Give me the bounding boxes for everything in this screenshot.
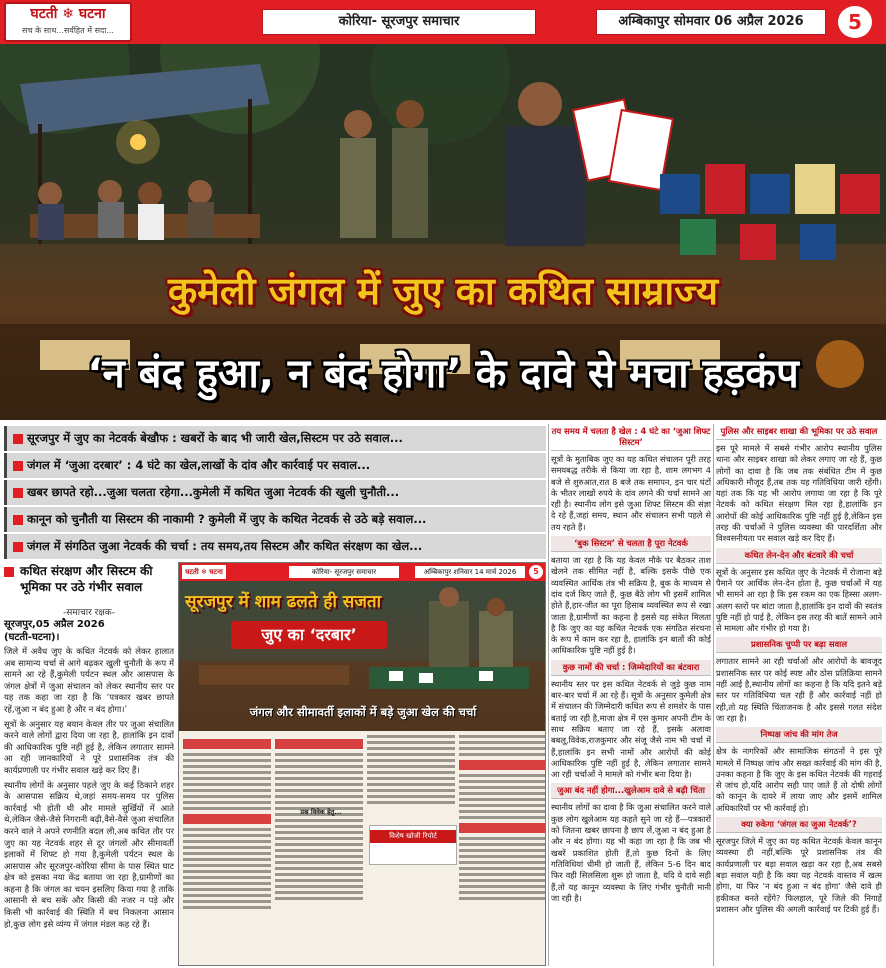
bullet-square-icon — [4, 567, 14, 577]
article-paragraph: बताया जा रहा है कि यह केवल मौके पर बैठकर ताश खेलने तक सीमित नहीं है, बल्कि इसके पीछे एक व्यवस्थित आर्थिक तंत्र भी सक्रिय है, बुक के माध्यम से दांव दर्ज किए जाते हैं, कुछ बैठे लोग भी इसमें शामिल होते हैं,हार-जीत का पूरा हिसाब व्यवस्थित रूप से रखा जाता है,ग्रामीणों का कहना है इससे यह संकेत मिलता है कि जुए का यह कथित नेटवर्क एक संगठित संरचना के रूप में काम कर रहा है, हालांकि इन बातों की कोई आधिकारिक पुष्टि नहीं हुई है। — [551, 555, 711, 656]
inset-box-label: विशेष खोजी रिपोर्ट — [370, 830, 456, 843]
inset-logo: घटती ❄ घटना — [182, 565, 226, 579]
lead-article-title: कथित संरक्षण और सिस्टम की भूमिका पर उठे गंभीर सवाल — [20, 564, 153, 594]
masthead — [0, 0, 886, 44]
inset-column — [183, 735, 271, 963]
inset-column-title: प्रश्न विवेक हेतु... — [300, 808, 342, 816]
highlight-text: खबर छापते रहो...जुआ चलता रहेगा...कुमेली में कथित जुआ नेटवर्क की खुली चुनौती... — [27, 485, 400, 499]
inset-hero-image — [179, 581, 545, 731]
lead-article-header — [4, 563, 174, 595]
inset-headline: सूरजपुर में शाम ढलते ही सजता — [185, 592, 381, 612]
inset-page-number: 5 — [529, 565, 543, 579]
highlight-text: जंगल में ‘जुआ दरबार’ : 4 घंटे का खेल,लाखों के दांव और कार्रवाई पर सवाल... — [27, 458, 371, 472]
highlight-item — [4, 507, 546, 532]
highlight-item — [4, 453, 546, 478]
inset-text-columns — [183, 735, 543, 963]
inset-section: कोरिया- सूरजपुर समाचार — [289, 566, 399, 578]
column-divider — [713, 424, 714, 966]
article-paragraph: स्थानीय लोगों के अनुसार पहले जुए के कई ठिकाने शहर के आसपास सक्रिय थे,जहां समय-समय पर पुलिस कार्रवाई भी होती थी और मामले सुर्खियों में आते थे,लेकिन जैसे-जैसे निगरानी बढ़ी,वैसे-वैसे जुआ संचालित करने वाले ने अपने रणनीति बदल ली,अब कथित तौर पर जुए का यह नेटवर्क शहर से दूर जंगलों और सीमावर्ती इलाकों में शिफ्ट हो गया है,कुमेली पर्यटन स्थल के आसपास और सूरजपुर-कोरिया सीमा के पास स्थित घाट क्षेत्र को इसका नया केंद्र बताया जा रहा है,ग्रामीणों का कहना है कि जंगल का चयन इसलिए किया गया है ताकि आसानी से बच सकें और किसी की नजर न पड़े और किसी भी कार्रवाई की स्थिति में बच निकलना आसान हो,कुछ लोग इसे व्यंग्य में जंगल मंडल कह रहे हैं। — [4, 779, 174, 929]
bullet-square-icon — [13, 542, 23, 552]
article-column-middle — [551, 424, 711, 966]
highlight-item — [4, 480, 546, 505]
highlights-list — [4, 426, 546, 561]
inset-subheadline: जंगल और सीमावर्ती इलाकों में बड़े जुआ खेल की चर्चा — [249, 705, 477, 719]
subheading: पुलिस और साइबर शाखा की भूमिका पर उठे सवाल — [716, 424, 882, 440]
section-label: कोरिया- सूरजपुर समाचार — [262, 9, 536, 35]
inset-special-report-box — [369, 825, 457, 865]
logo-tagline: सच के साथ...सर्वहित में सदा... — [22, 26, 114, 35]
subheading: तय समय में चलता है खेल : 4 घंटे का ‘जुआ शिफ्ट सिस्टम’ — [551, 424, 711, 451]
subheading: ‘बुक सिस्टम’ से चलता है पूरा नेटवर्क — [551, 536, 711, 552]
dateline — [4, 618, 174, 644]
subheading: निष्पक्ष जांच की मांग तेज — [716, 727, 882, 743]
column-divider — [548, 424, 549, 966]
bullet-square-icon — [13, 488, 23, 498]
main-headline: कुमेली जंगल में जुए का कथित साम्राज्य — [167, 269, 719, 313]
bullet-square-icon — [13, 434, 23, 444]
highlight-item — [4, 534, 546, 559]
logo-title: घटती ❄ घटना — [30, 6, 106, 22]
highlight-text: जंगल में संगठित जुआ नेटवर्क की चर्चा : तय समय,तय सिस्टम और कथित संरक्षण का खेल... — [27, 539, 423, 553]
subheading: कथित लेन-देन और बंटवारे की चर्चा — [716, 548, 882, 564]
bullet-square-icon — [13, 515, 23, 525]
dateline-place: सूरजपुर,05 अप्रैल 2026 — [4, 619, 105, 630]
article-paragraph: जिले में अवैध जुए के कथित नेटवर्क को लेकर हालात अब सामान्य चर्चा से आगे बढ़कर खुली चुनौती के रूप में सामने आ रहे हैं,कुमेली पर्यटन स्थल और आसपास के जंगल क्षेत्रों में जुआ संचालन को लेकर स्थानीय स्तर पर यह तक कहा जा रहा है कि ‘पत्रकार खबर छापते रहें,जुआ न बंद हुआ है और न बंद होगा।’ — [4, 646, 174, 714]
inset-newspaper-clipping[interactable] — [178, 562, 546, 966]
sub-headline: ‘न बंद हुआ, न बंद होगा’ के दावे से मचा हड़कंप — [87, 351, 799, 397]
inset-banner: जुए का ‘दरबार’ — [231, 621, 387, 649]
article-paragraph: स्थानीय स्तर पर इस कथित नेटवर्क से जुड़े कुछ नाम बार-बार चर्चा में आ रहे हैं। सूत्रों के अनुसार कुमेली क्षेत्र में संचालन की जिम्मेदारी कथित रूप से शमशेर के पास बताई जा रही है,माजा क्षेत्र में एस कुमार अपनी टीम के साथ सक्रिय बताए जा रहे हैं, इसके अलावा बबलू,विवेक,राजकुमार और संजू जैसे नाम भी चर्चा में हैं,हालांकि इन सभी नामों और आरोपों की कोई आधिकारिक पुष्टि नहीं हुई है, लेकिन लगातार सामने आ रही चर्चाओं ने मामले को गंभीर बना दिया है। — [551, 678, 711, 780]
article-paragraph: लगातार सामने आ रही चर्चाओं और आरोपों के बावजूद प्रशासनिक स्तर पर कोई स्पष्ट और ठोस प्रतिक्रिया सामने नहीं आई है,स्थानीय लोगों का कहना है कि यदि इतने बड़े स्तर पर गतिविधिया चल रही हैं और कार्रवाई नहीं हो रही,तो यह स्थिति चिंताजनक है और इससे गलत संदेश जा रहा है। — [716, 656, 882, 723]
article-paragraph: सूत्रों के अनुसार इस कथित जुए के नेटवर्क में रोजाना बड़े पैमाने पर आर्थिक लेन-देन होता है, कुछ चर्चाओं में यह भी सामने आ रहा है कि इस रकम का एक हिस्सा अलग-अलग स्तरों पर बांटा जाता है,हालांकि इन दावों की स्वतंत्र पुष्टि नहीं हो पाई है, लेकिन इस तरह की बातें सामने आने से मामला और गंभीर हो गया है। — [716, 566, 882, 634]
hero-image — [0, 44, 886, 420]
subheading: प्रशासनिक चुप्पी पर बढ़ा सवाल — [716, 637, 882, 653]
article-paragraph: सूरजपुर जिले में जुए का यह कथित नेटवर्क़ केवल कानून व्यवस्था ही नहीं,बल्कि पूरे प्रशासनिक तंत्र की कार्यप्रणाली पर बड़ा सवाल खड़ा कर रहा है,अब सबसे बड़ा सवाल यही है कि क्या यह नेटवर्क वास्तव में खत्म होगा, या फिर ‘न बंद हुआ न बंद होगा’ जैसे दावे ही हकीकत बनते रहेंगे? फिलहाल, पूरे जिले की निगाहें प्रशासन और पुलिस की अगली कार्रवाई पर टिकी हुई हैं। — [716, 836, 882, 914]
inset-column — [459, 735, 546, 963]
dateline-agency: (घटती-घटना)। — [4, 632, 60, 643]
article-paragraph: सूत्रों के अनुसार यह बयान केवल तीर पर जुआ संचालित करने वाले लोगों द्वारा दिया जा रहा है, हालांकि इन दावों की आधिकारिक पुष्टि नहीं हुई है, लेकिन लगातार सामने आ रही जानकारियों ने पूरे प्रशासनिक तंत्र की कार्यप्रणाली पर गंभीर सवाल खड़े कर दिए हैं। — [4, 718, 174, 775]
bullet-square-icon — [13, 461, 23, 471]
byline: -समाचार रक्षक- — [63, 608, 115, 618]
subheading: कुछ नामों की चर्चा : जिम्मेदारियों का बंटवारा — [551, 660, 711, 676]
inset-column — [275, 735, 363, 963]
highlight-item — [4, 426, 546, 451]
article-paragraph: स्थानीय लोगों का दावा है कि जुआ संचालित करने वाले कुछ लोग खुलेआम यह कहते सुने जा रहे हैं—पत्रकारों को जितना खबर छापना है छाप लें,जुआ न बंद हुआ है और न बंद होगा। यह भी कहा जा रहा है कि जब भी खबरें प्रकाशित होती हैं,तो कुछ दिनों के लिए गतिविधियां धीमी हो जाती हैं, लेकिन 5-6 दिन बाद फिर वही सिलसिला शुरू हो जाता है, यदि ये दावे सही हैं,तो यह कानून व्यवस्था के लिए गंभीर चुनौती मानी जा रही है। — [551, 802, 711, 903]
lead-article-body — [4, 646, 174, 962]
subheading: क्या रुकेगा ‘जंगल का जुआ नेटवर्क’? — [716, 817, 882, 833]
highlight-text: कानून को चुनौती या सिस्टम की नाकामी ? कुमेली में जुए के कथित नेटवर्क से उठे बड़े सवाल... — [27, 512, 427, 526]
issue-date: अम्बिकापुर सोमवार 06 अप्रैल 2026 — [596, 9, 826, 35]
inset-date: अम्बिकापुर शनिवार 14 मार्च 2026 — [415, 566, 525, 578]
article-paragraph: इस पूरे मामले में सबसे गंभीर आरोप स्थानीय पुलिस थाना और साइबर शाखा को लेकर लगाए जा रहे हैं, कुछ लोगों का दावा है कि जब तक संबंधित टीम में कुछ अधिकारी मौजूद हैं,तब तक यह गतिविधिया जारी रहेंगी। यहां तक कि यह भी आरोप लगाया जा रहा है कि पूरे नेटवर्क को कथित संरक्षण मिल रहा है,हालांकि इन आरोपों की कोई आधिकारिक पुष्टि नहीं हुई है,लेकिन इस तरह की चर्चाओं ने पुलिस व्यवस्था की पारदर्शिता और विश्वसनीयता पर सवाल खड़े कर दिए हैं। — [716, 443, 882, 544]
article-paragraph: क्षेत्र के नागरिकों और सामाजिक संगठनों ने इस पूरे मामले में निष्पक्ष जांच और सख्त कार्रवाई की मांग की है, उनका कहना है कि जुए के इस कथित नेटवर्क की गहराई से जांच हो,यदि आरोप सही पाए जाते हैं तो दोषी लोगों को कानून के दायरे में लाया जाए और इसमें शामिल अधिकारियों पर भी कार्रवाई हो। — [716, 746, 882, 813]
subheading: जुआ बंद नहीं होगा...खुलेआम दावे से बढ़ी चिंता — [551, 783, 711, 799]
article-paragraph: सूत्रों के मुताबिक जुए का यह कथित संचालन पूरी तरह समयबद्ध तरीके से किया जा रहा है, शाम लगभग 4 बजे से शुरुआत,रात 8 बजे तक समापन, इन चार घंटों के भीतर लाखों रुपये के दांव लगने की चर्चा सामने आ रही है। स्थानीय लोग इसे जुआ शिफ्ट सिस्टम की संज्ञा दे रहे हैं,जहां समय, स्थान और संचालन सभी पहले से तय रहते हैं। — [551, 454, 711, 532]
page-number: 5 — [838, 6, 872, 38]
newspaper-logo[interactable] — [4, 2, 132, 42]
article-column-right — [716, 424, 882, 966]
highlight-text: सूरजपुर में जुए का नेटवर्क बेखौफ : खबरों के बाद भी जारी खेल,सिस्टम पर उठे सवाल... — [27, 431, 403, 445]
inset-masthead — [179, 563, 545, 581]
